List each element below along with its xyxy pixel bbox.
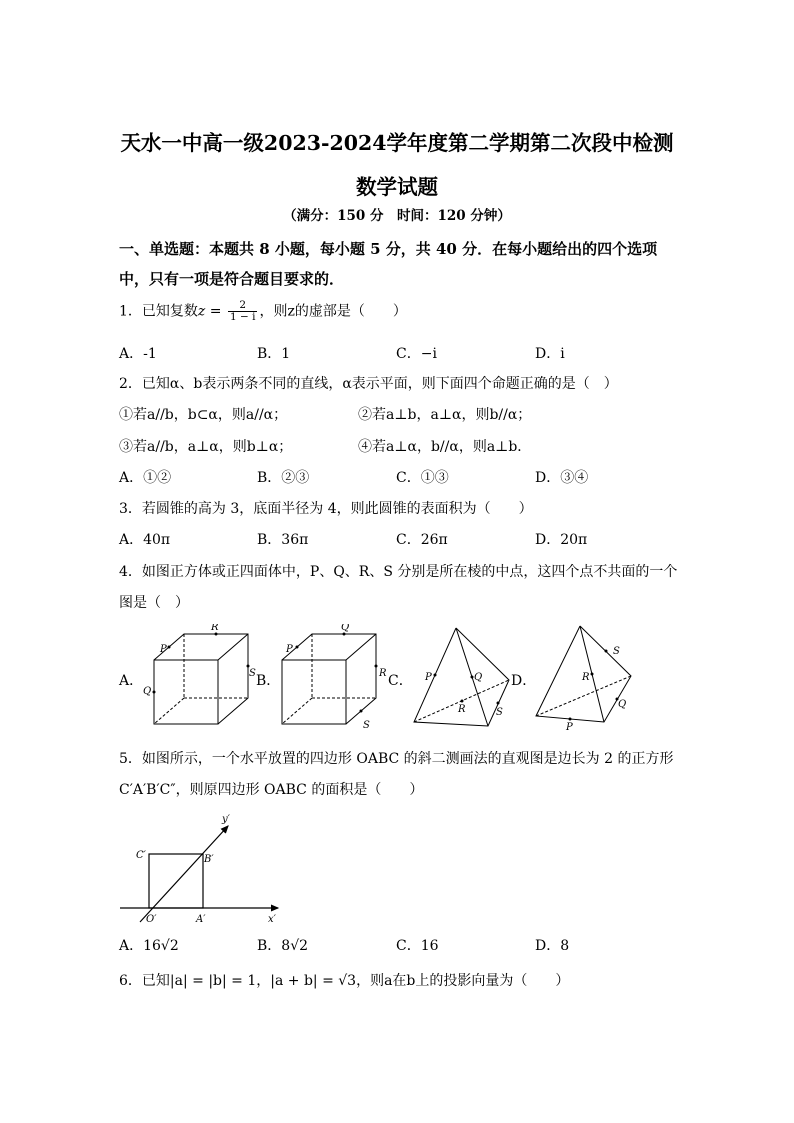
exam-title: 天水一中高一级2023-2024学年度第二学期第二次段中检测 xyxy=(120,131,674,155)
q5-label-x: x′ xyxy=(268,914,276,924)
q3-option-d: D．20π xyxy=(535,532,588,548)
q5-option-a: A．16√2 xyxy=(119,938,179,954)
q2-option-d: D．③④ xyxy=(535,470,589,486)
section-heading-line1: 一、单选题：本题共 8 小题，每小题 5 分，共 40 分．在每小题给出的四个选项 xyxy=(119,240,658,258)
q4-option-a: A． xyxy=(119,673,144,689)
fig-a-label-p: P xyxy=(160,644,167,655)
q2-proposition-4: ④若a⊥α，b//α，则a⊥b． xyxy=(358,439,532,455)
q3-option-c: C．26π xyxy=(396,532,448,548)
q2-proposition-3: ③若a//b，a⊥α，则b⊥α； xyxy=(119,439,293,455)
q1-option-b: B．1 xyxy=(257,346,291,362)
fig-d-label-p: P xyxy=(566,722,573,732)
q4-option-c: C． xyxy=(388,673,413,689)
q2-proposition-1: ①若a//b，b⊂α，则a//α； xyxy=(119,407,288,423)
fig-d-label-r: R xyxy=(582,672,590,683)
question-6-stem: 6．已知|a| = |b| = 1，|a + b| = √3，则a在b上的投影向量为（ ） xyxy=(119,973,570,989)
q5-oblique-figure xyxy=(118,806,288,924)
fig-d-label-q: Q xyxy=(618,699,627,710)
q1-eq: = xyxy=(205,303,226,320)
q1-pre: 1．已知复数 xyxy=(119,303,198,320)
q4-option-d: D． xyxy=(511,673,537,689)
question-3-stem: 3．若圆锥的高为 3，底面半径为 4，则此圆锥的表面积为（ ） xyxy=(119,501,533,517)
q2-option-b: B．②③ xyxy=(257,470,310,486)
fig-a-label-q: Q xyxy=(143,686,152,697)
q1-fraction-num: 2 xyxy=(228,300,258,312)
fig-c-label-p: P xyxy=(425,672,432,683)
fig-b-label-s: S xyxy=(363,720,370,731)
fig-b-label-q: Q xyxy=(341,624,350,633)
fig-b-label-p: P xyxy=(286,644,293,655)
q5-option-d: D．8 xyxy=(535,938,570,954)
q1-fraction xyxy=(228,300,258,323)
q1-z: z xyxy=(197,303,206,320)
fig-c-label-r: R xyxy=(458,704,466,715)
fig-a-label-s: S xyxy=(249,668,256,679)
q3-option-b: B．36π xyxy=(257,532,309,548)
fig-c-label-s: S xyxy=(496,707,503,718)
question-5-line1: 5．如图所示，一个水平放置的四边形 OABC 的斜二测画法的直观图是边长为 2 的正方形 xyxy=(119,751,674,767)
question-5-line2: C′A′B′C″，则原四边形 OABC 的面积是（ ） xyxy=(119,782,424,798)
fig-a-label-r: R xyxy=(211,624,219,633)
q1-option-d: D．i xyxy=(535,346,565,362)
q3-option-a: A．40π xyxy=(119,532,171,548)
q4-option-b: B． xyxy=(256,673,281,689)
section-heading-line2: 中，只有一项是符合题目要求的． xyxy=(119,270,345,288)
exam-subtitle: 数学试题 xyxy=(356,175,438,199)
q2-proposition-2: ②若a⊥b，a⊥α，则b//α； xyxy=(358,407,532,423)
exam-meta: （满分：150 分 时间：120 分钟） xyxy=(283,208,511,224)
q5-label-o: O′ xyxy=(146,914,157,924)
question-4-line2: 图是（ ） xyxy=(119,595,189,611)
question-2-stem: 2．已知α、b表示两条不同的直线，α表示平面，则下面四个命题正确的是（ ） xyxy=(119,376,618,392)
q4-figure-a-cube xyxy=(140,624,265,732)
q1-fraction-den: 1 − i xyxy=(229,311,256,323)
q2-option-c: C．①③ xyxy=(396,470,449,486)
q2-option-a: A．①② xyxy=(119,470,172,486)
fig-c-label-q: Q xyxy=(474,672,483,683)
q5-label-a: A′ xyxy=(196,914,206,924)
q4-figure-c-tetrahedron xyxy=(406,624,516,730)
q5-option-b: B．8√2 xyxy=(257,938,309,954)
q5-label-b: B′ xyxy=(204,854,214,865)
fig-d-label-s: S xyxy=(613,646,620,657)
question-1-stem xyxy=(119,300,407,323)
q1-post: ，则z的虚部是（ ） xyxy=(259,303,407,320)
q1-option-a: A．-1 xyxy=(119,346,157,362)
fig-b-label-r: R xyxy=(379,668,387,679)
q5-option-c: C．16 xyxy=(396,938,439,954)
question-4-line1: 4．如图正方体或正四面体中，P、Q、R、S 分别是所在棱的中点，这四个点不共面的一个 xyxy=(119,564,678,580)
q1-option-c: C．−i xyxy=(396,346,437,362)
q5-label-y: y′ xyxy=(222,814,230,825)
q4-figure-d-tetrahedron xyxy=(528,622,638,732)
q4-figure-b-cube xyxy=(268,624,393,732)
q5-label-c: C′ xyxy=(136,850,146,861)
